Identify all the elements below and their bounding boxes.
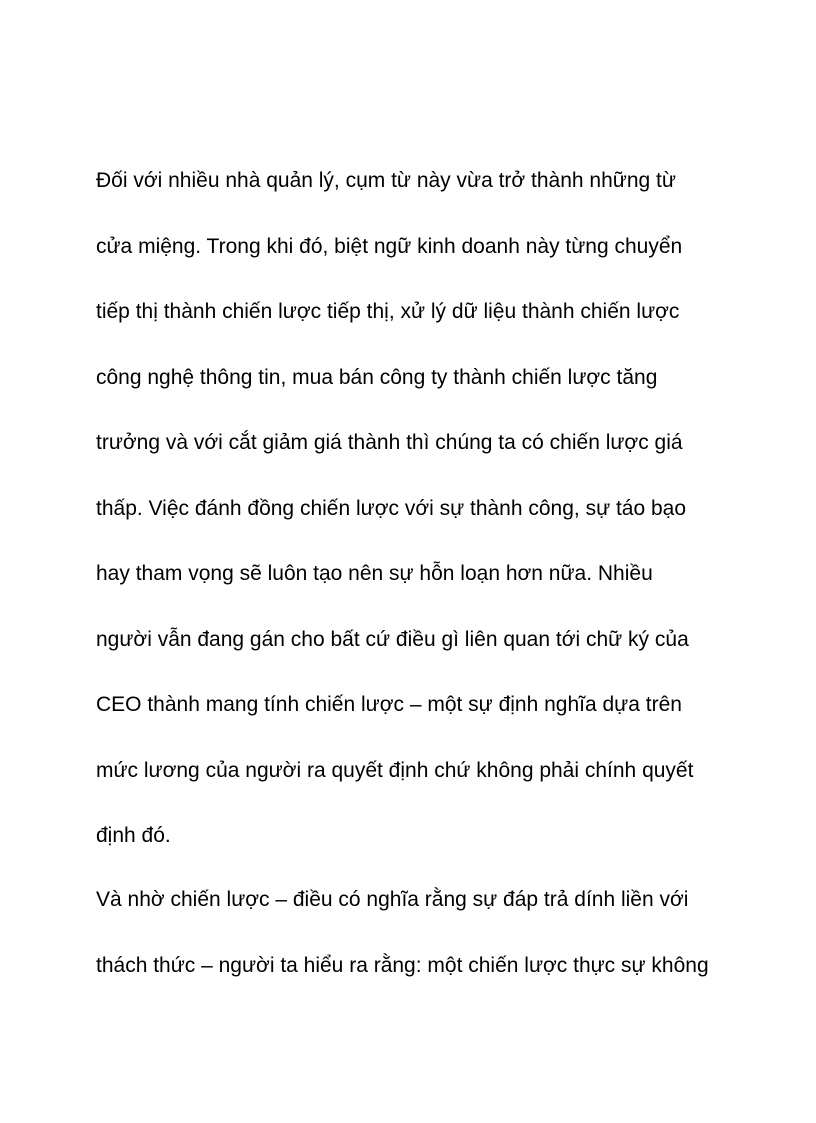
text-line: Đối với nhiều nhà quản lý, cụm từ này vừa trở thành những từ bbox=[96, 169, 676, 192]
text-line: tiếp thị thành chiến lược tiếp thị, xử lý dữ liệu thành chiến lược bbox=[96, 300, 680, 323]
text-line: thấp. Việc đánh đồng chiến lược với sự thành công, sự táo bạo bbox=[96, 497, 687, 520]
text-line: cửa miệng. Trong khi đó, biệt ngữ kinh doanh này từng chuyển bbox=[96, 235, 683, 258]
text-line: CEO thành mang tính chiến lược – một sự định nghĩa dựa trên bbox=[96, 693, 682, 716]
text-line: công nghệ thông tin, mua bán công ty thành chiến lược tăng bbox=[96, 366, 658, 389]
text-line: thách thức – người ta hiểu ra rằng: một chiến lược thực sự không bbox=[96, 954, 709, 977]
text-line: hay tham vọng sẽ luôn tạo nên sự hỗn loạn hơn nữa. Nhiều bbox=[96, 562, 653, 585]
text-line: định đó. bbox=[96, 824, 171, 847]
text-line: người vẫn đang gán cho bất cứ điều gì liên quan tới chữ ký của bbox=[96, 628, 689, 651]
text-line: trưởng và với cắt giảm giá thành thì chúng ta có chiến lược giá bbox=[96, 431, 683, 454]
text-line: mức lương của người ra quyết định chứ không phải chính quyết bbox=[96, 759, 694, 782]
text-line: Và nhờ chiến lược – điều có nghĩa rằng sự đáp trả dính liền với bbox=[96, 888, 689, 911]
